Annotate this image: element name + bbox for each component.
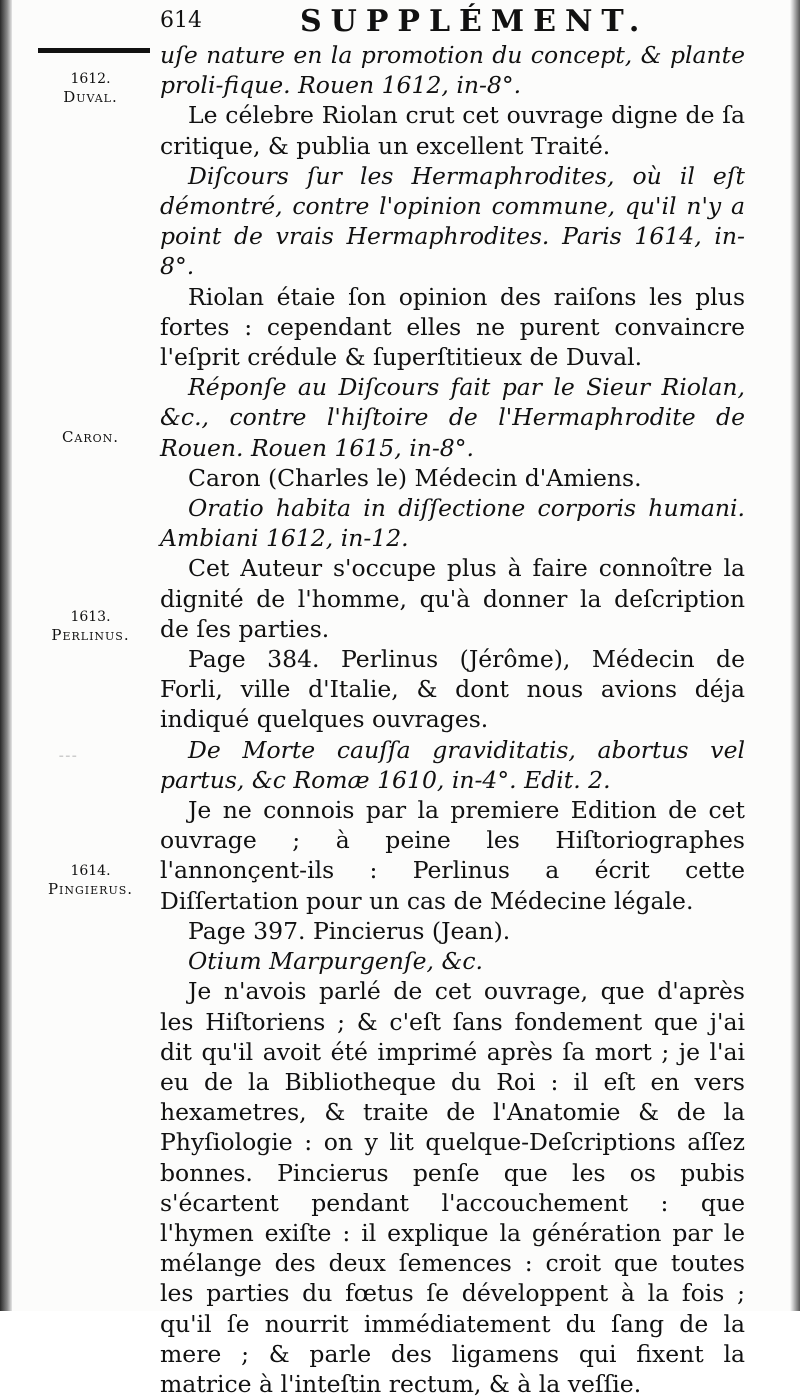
paragraph: Le célebre Riolan crut cet ouvrage digne de ſa critique, & publia un excellent Traité. [160,101,745,160]
margin-name: Caron. [61,428,120,446]
page-gutter-shadow [0,0,12,1311]
bleed-through-mark: ⁃⁃⁃ [58,750,78,765]
paragraph: Page 397. Pincierus (Jean). [188,916,511,945]
margin-name: Duval. [63,88,118,106]
page-header [160,4,780,40]
margin-note-pingierus [28,862,153,898]
paragraph: Page 384. Perlinus (Jérôme), Médecin de Forli, ville d'Italie, & dont nous avions déja indiqué quelques ouvrages. [160,645,745,734]
margin-year: 1614. [70,863,111,879]
margin-year: 1613. [70,609,111,625]
running-title: SUPPLÉMENT. [300,4,649,39]
paragraph: Oratio habita in diſſectione corporis humani. Ambiani 1612, in-12. [160,494,745,553]
margin-note-perlinus [28,608,153,644]
margin-year: 1612. [70,71,111,87]
page-number: 614 [160,8,202,33]
paragraph: Diſcours ſur les Hermaphrodites, où il eſt démontré, contre l'opinion commune, qu'il n'y a point de vrais Hermaphrodites. Paris 1614, in-8°. [160,161,745,281]
paragraph: Riolan étaie ſon opinion des raiſons les plus fortes : cependant elles ne purent convaincre l'eſprit crédule & ſuperſtitieux de Duval. [160,282,745,372]
body-text [160,40,745,1399]
paragraph: Je ne connois par la premiere Edition de cet ouvrage ; à peine les Hiſtoriographes l'annonçent-ils : Perlinus a écrit cette Diſſertation pour un cas de Médecine légale. [160,796,745,915]
paragraph: Réponſe au Diſcours fait par le Sieur Riolan, &c., contre l'hiſtoire de l'Hermaphrodite de Rouen. Rouen 1615, in-8°. [160,373,745,462]
paragraph: uſe nature en la promotion du concept, & plante proli-fique. Rouen 1612, in-8°. [160,41,745,100]
paragraph: De Morte cauſſa graviditatis, abortus vel partus, &c Romæ 1610, in-4°. Edit. 2. [160,735,745,794]
page-edge-shadow [790,0,800,1311]
margin-name: Perlinus. [51,626,130,644]
margin-rule [38,48,150,53]
paragraph: Cet Auteur s'occupe plus à faire connoître la dignité de l'homme, qu'à donner la deſcription de ſes parties. [160,554,745,643]
margin-note-caron [28,428,153,446]
paragraph: Otium Marpurgenſe, &c. [188,947,484,976]
margin-name: Pingierus. [47,880,134,898]
paragraph: Caron (Charles le) Médecin d'Amiens. [188,463,642,492]
paragraph: Je n'avois parlé de cet ouvrage, que d'après les Hiſtoriens ; & c'eſt ſans fondement que j'ai dit qu'il avoit été imprimé après ſa mort ; je l'ai eu de la Bibliotheque du Roi : il eſt en vers hexametres, & traite de l'Anatomie & de la Phyſiologie : on y lit quelque-Deſcriptions aſſez bonnes. Pincierus penſe que les os pubis s'écartent pendant l'accouchement : que l'hymen exiſte : il explique la génération par le mélange des deux ſemences : croit que toutes les parties du fœtus ſe développent à la fois ; qu'il ſe nourrit immédiatement du ſang de la mere ; & parle des ligamens qui fixent la matrice à l'inteſtin rectum, & à la veſſie. [160,977,745,1398]
margin-note-duval [28,70,153,106]
